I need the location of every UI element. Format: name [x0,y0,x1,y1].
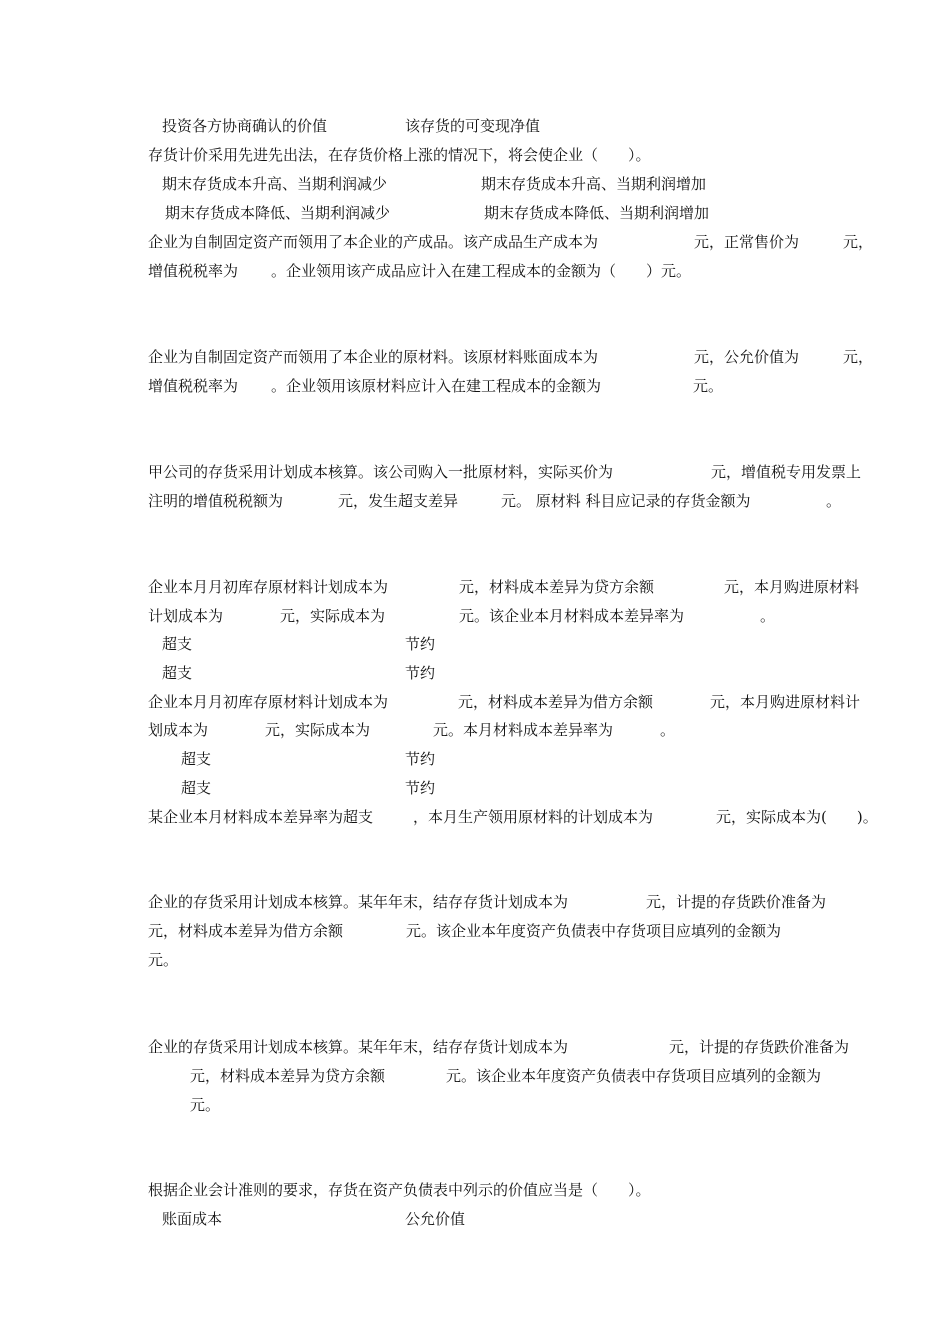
question-text: 。 [826,492,842,510]
option-text: 节约 [405,779,436,797]
question-text: 元，实际成本为 [265,721,371,739]
question-text: 元。本月材料成本差异率为 [433,721,614,739]
option-text: 期末存货成本升高、当期利润减少 [162,175,388,193]
question-text: 企业的存货采用计划成本核算。某年年末，结存存货计划成本为 [148,1038,569,1056]
question-text: 元。 [190,1096,221,1114]
question-text: 元，材料成本差异为借方余额 [148,922,344,940]
question-text: 存货计价采用先进先出法，在存货价格上涨的情况下，将会使企业（ ）。 [148,146,651,164]
option-text: 账面成本 [162,1210,223,1228]
question-text: 企业为自制固定资产而领用了本企业的原材料。该原材料账面成本为 [148,348,599,366]
question-text: 元。该企业本年度资产负债表中存货项目应填列的金额为 [446,1067,822,1085]
question-text: 企业的存货采用计划成本核算。某年年末，结存存货计划成本为 [148,893,569,911]
question-text: 元，发生超支差异 [338,492,459,510]
option-text: 超支 [181,779,212,797]
option-text: 节约 [405,635,436,653]
question-text: 元，增值税专用发票上 [711,463,862,481]
question-text: 元。该企业本年度资产负债表中存货项目应填列的金额为 [406,922,782,940]
question-text: 。 [660,721,676,739]
question-text: 元，计提的存货跌价准备为 [646,893,827,911]
question-text: ，本月生产领用原材料的计划成本为 [413,808,654,826]
question-text: 企业本月月初库存原材料计划成本为 [148,693,389,711]
option-text: 超支 [162,664,193,682]
question-text: 甲公司的存货采用计划成本核算。该公司购入一批原材料，实际买价为 [148,463,614,481]
option-text: 期末存货成本升高、当期利润增加 [481,175,707,193]
question-text: 。企业领用该原材料应计入在建工程成本的金额为 [271,377,602,395]
question-text: 元，公允价值为 [694,348,800,366]
question-text: 。 [760,607,776,625]
option-text: 期末存货成本降低、当期利润减少 [165,204,391,222]
question-text: 元，正常售价为 [694,233,800,251]
question-text: 元。 [148,951,179,969]
question-text: 注明的增值税税额为 [148,492,284,510]
question-text: 增值税税率为 [148,262,239,280]
option-text: 期末存货成本降低、当期利润增加 [484,204,710,222]
question-text: 元。 [693,377,724,395]
question-text: 计划成本为 [148,607,224,625]
question-text: 企业本月月初库存原材料计划成本为 [148,578,389,596]
question-text: 元， [843,233,874,251]
question-text: 元，实际成本为( )。 [716,808,878,826]
question-text: 元，计提的存货跌价准备为 [669,1038,850,1056]
question-text: 增值税税率为 [148,377,239,395]
question-text: 元，本月购进原材料计 [710,693,861,711]
question-text: 企业为自制固定资产而领用了本企业的产成品。该产成品生产成本为 [148,233,599,251]
question-text: 元。该企业本月材料成本差异率为 [459,607,685,625]
question-text: 元，本月购进原材料 [724,578,860,596]
option-text: 公允价值 [405,1210,466,1228]
question-text: 。企业领用该产成品应计入在建工程成本的金额为（ ）元。 [271,262,692,280]
question-text: 元，材料成本差异为贷方余额 [459,578,655,596]
question-text: 元，实际成本为 [280,607,386,625]
option-text: 该存货的可变现净值 [405,117,541,135]
question-text: 元， [843,348,874,366]
question-text: 根据企业会计准则的要求，存货在资产负债表中列示的价值应当是（ ）。 [148,1181,651,1199]
question-text: 元。 原材料 科目应记录的存货金额为 [501,492,751,510]
option-text: 超支 [181,750,212,768]
option-text: 超支 [162,635,193,653]
question-text: 元，材料成本差异为贷方余额 [190,1067,386,1085]
option-text: 节约 [405,750,436,768]
option-text: 节约 [405,664,436,682]
question-text: 某企业本月材料成本差异率为超支 [148,808,374,826]
question-text: 元，材料成本差异为借方余额 [458,693,654,711]
option-text: 投资各方协商确认的价值 [162,117,328,135]
question-text: 划成本为 [148,721,209,739]
